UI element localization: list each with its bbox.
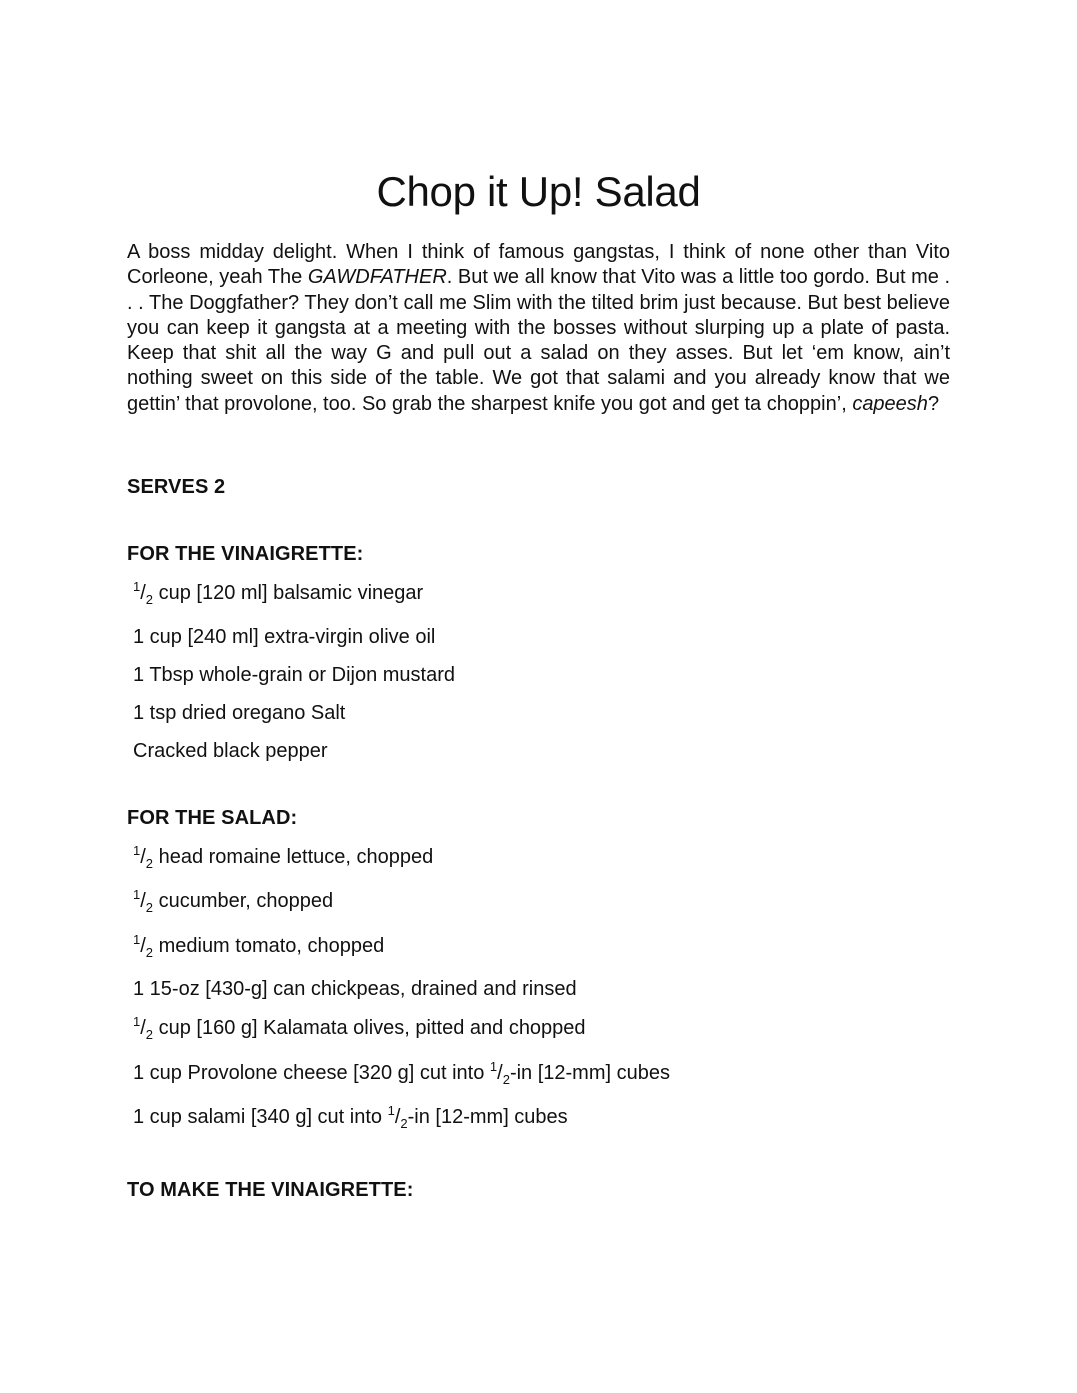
ingredient-item: 1 cup [240 ml] extra-virgin olive oil [133,626,436,648]
ingredient-item: $^1/_2$ cup [120 ml] balsamic vinegar [133,579,424,607]
intro-italic-godfather: GAWDFATHER [307,266,447,289]
serves-label: SERVES 2 [127,476,226,498]
ingredient-item: Cracked black pepper [133,740,328,762]
ingredient-item: 1 cup Provolone cheese [320 g] cut into $^1/_2-in$ [12-mm] cubes [133,1059,670,1087]
ingredient-item: $^1/_2$ head romaine lettuce, chopped [133,843,434,871]
ingredient-item: 1 tsp dried oregano Salt [133,702,346,724]
fraction: $^1/_2$ [133,843,154,871]
ingredient-item: $^1/_2$ cup [160 g] Kalamata olives, pitted and chopped [133,1014,586,1042]
vinaigrette-heading: FOR THE VINAIGRETTE: [127,543,364,565]
recipe-title: Chop it Up! Salad [376,168,701,215]
ingredient-item: 1 cup salami [340 g] cut into $^1/_2-in$ [12-mm] cubes [133,1103,568,1131]
fraction: $^1/_2$ [133,1014,154,1042]
intro-italic-capeesh: capeesh [852,392,928,415]
ingredient-item: $^1/_2$ medium tomato, chopped [133,932,385,960]
fraction: $^1/_2$ [133,579,154,607]
intro-text-1: A boss midday delight. When I think of famous gangstas, I think of none other than Vito Corleone, yeah The [127,241,950,289]
fraction: $^1/_2$ [489,1059,510,1087]
fraction: $^1/_2$ [133,887,154,915]
ingredient-item: 1 Tbsp whole-grain or Dijon mustard [133,664,456,686]
fraction: $^1/_2$ [387,1103,408,1131]
intro-text-2: . But we all know that Vito was a little too gordo. But me . . . The Doggfather? They don’t call me Slim with the tilted brim just because. But best believe you can keep it gangsta at a meeting with the bosses without slurping up a plate of pasta. Keep that shit all the way G and pull out a salad on they asses. But let ‘em know, ain’t nothing sweet on this side of the table. We got that salami and you already know that we gettin’ that provolone, too. So grab the sharpest knife you got and get ta choppin’, [127,266,951,415]
ingredient-item: $^1/_2$ cucumber, chopped [133,887,334,915]
recipe-intro [127,240,950,417]
fraction: $^1/_2$ [133,932,154,960]
intro-text-3: ? [927,392,940,415]
make-vinaigrette-heading: TO MAKE THE VINAIGRETTE: [127,1179,414,1201]
ingredient-item: 1 15-oz [430-g] can chickpeas, drained and rinsed [133,978,577,1000]
salad-heading: FOR THE SALAD: [127,807,298,829]
